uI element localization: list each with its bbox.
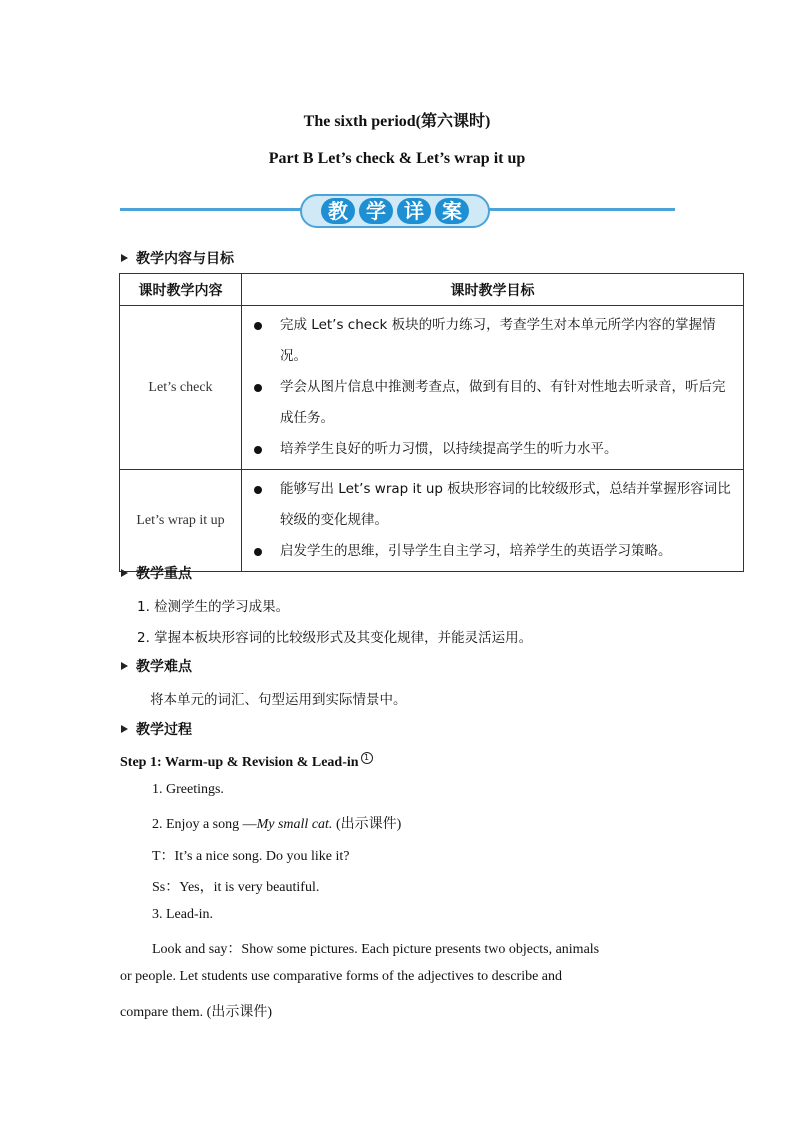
banner-char: 详 — [397, 198, 431, 224]
paragraph-line: Look and say：Show some pictures. Each picture presents two objects, animals — [152, 942, 600, 957]
list-item: 能够写出 Let’s wrap it up 板块形容词的比较级形式，总结并掌握形容词比较级的变化规律。 — [250, 474, 737, 536]
process-line: 3. Lead-in. — [152, 907, 214, 922]
paragraph-line: compare them. (出示课件) — [120, 1005, 273, 1020]
list-item: 培养学生良好的听力习惯，以持续提高学生的听力水平。 — [250, 434, 737, 465]
objectives-heading: 教学内容与目标 — [121, 248, 234, 268]
footnote-mark: 1 — [361, 752, 373, 764]
table-header-row — [120, 274, 744, 306]
list-item: 学会从图片信息中推测考查点，做到有目的、有针对性地去听录音，听后完成任务。 — [250, 372, 737, 434]
process-line: 1. Greetings. — [152, 782, 224, 797]
process-line: 2. Enjoy a song —My small cat. (出示课件) — [152, 817, 402, 832]
bullet-icon — [254, 548, 262, 556]
lesson-cell: Let’s check — [120, 306, 242, 470]
key-points-heading: 教学重点 — [121, 563, 192, 583]
difficulties-heading: 教学难点 — [121, 656, 192, 676]
page-title: The sixth period(第六课时) — [303, 113, 491, 130]
triangle-icon — [121, 662, 128, 670]
step-heading: Step 1: Warm-up & Revision & Lead-in 1 — [120, 751, 373, 771]
triangle-icon — [121, 254, 128, 262]
triangle-icon — [121, 725, 128, 733]
table-row — [120, 306, 744, 470]
bullet-icon — [254, 384, 262, 392]
process-heading: 教学过程 — [121, 719, 192, 739]
paragraph-line: or people. Let students use comparative forms of the adjectives to describe and — [120, 969, 563, 984]
list-item: 启发学生的思维，引导学生自主学习，培养学生的英语学习策略。 — [250, 536, 737, 567]
column-header: 课时教学目标 — [242, 274, 744, 306]
section-banner — [300, 194, 490, 228]
key-point-item: 1. 检测学生的学习成果。 — [137, 599, 290, 615]
column-header: 课时教学内容 — [120, 274, 242, 306]
difficulties-text: 将本单元的词汇、句型运用到实际情景中。 — [150, 692, 407, 708]
table-row — [120, 470, 744, 572]
key-point-item: 2. 掌握本板块形容词的比较级形式及其变化规律，并能灵活运用。 — [137, 630, 533, 646]
bullet-icon — [254, 486, 262, 494]
goals-cell — [242, 470, 744, 572]
dialogue-line: T：It’s a nice song. Do you like it? — [152, 849, 350, 864]
banner-char: 学 — [359, 198, 393, 224]
banner-char: 教 — [321, 198, 355, 224]
page-subtitle: Part B Let’s check & Let’s wrap it up — [268, 150, 526, 167]
bullet-icon — [254, 322, 262, 330]
dialogue-line: Ss：Yes，it is very beautiful. — [152, 880, 320, 895]
bullet-icon — [254, 446, 262, 454]
objectives-table — [119, 273, 744, 572]
goals-cell — [242, 306, 744, 470]
list-item: 完成 Let’s check 板块的听力练习，考查学生对本单元所学内容的掌握情况。 — [250, 310, 737, 372]
triangle-icon — [121, 569, 128, 577]
banner-char: 案 — [435, 198, 469, 224]
lesson-cell: Let’s wrap it up — [120, 470, 242, 572]
